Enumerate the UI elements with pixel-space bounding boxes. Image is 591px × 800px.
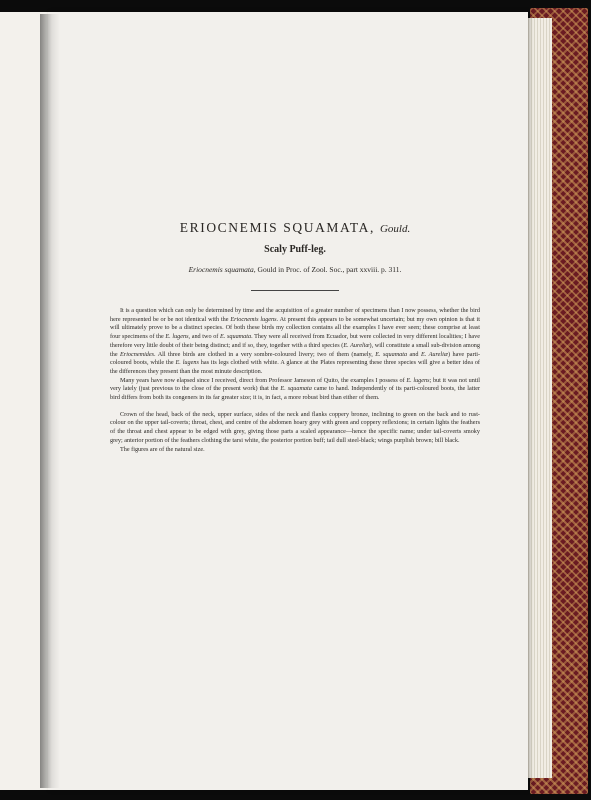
text-run: The figures are of the natural size. [120,445,205,453]
text-run: It is a question which can only be determined by time and the acquisition of a greater number of specimens than I now possess, whether the bird here represented be or be not identical with the [110,307,480,323]
text-run: ), will constitute a small sub-division among the [110,341,480,358]
body-paragraph [110,411,480,446]
text-run: has its legs clothed with white. A glance at the Plates representing these three species will give a better idea of the differences they present than the most minute description. [110,359,480,375]
body-text [110,307,480,454]
italic-term: E. Aureliæ [420,350,448,358]
body-paragraph [110,377,480,403]
text-run: ) have parti-coloured boots, while the [110,350,481,367]
italic-term: E. Aureliæ [343,341,370,349]
text-run: ; but it was not until very lately (just previous to the close of the present work) that the [110,376,480,393]
title-main: ERIOCNEMIS SQUAMATA, [179,220,375,235]
text-run: . All three birds are clothed in a very sombre-coloured livery; two of them (namely, [154,350,376,358]
italic-term: Eriocnemis lugens [230,315,277,323]
text-run: . At present this appears to be somewhat uncertain; but my own opinion is that it will ultimately prove to be a distinct species. Of both these birds my collection contains all the examples I have ever seen; these comprise at least four specimens of the [110,315,480,341]
title-author: Gould. [379,223,411,235]
book-page [48,12,528,790]
italic-term: Eriocnemides [120,350,155,358]
text-run: Crown of the head, back of the neck, upper surface, sides of the neck and flanks coppery bronze, inclining to green on the back and to rust-colour on the upper tail-coverts; throat, chest, and centre of the abdomen hoary grey with green and coppery reflexions; in certain lights the feathers of the throat and chest appear to be edged with grey, giving those parts a scaled appearance—hence the specific name; under tail-coverts smoky grey; anterior portion of the feathers clothing the tarsi white, the posterior portion buff; tail dull steel-black; wings purplish brown; bill black. [110,410,480,444]
body-paragraph [110,446,480,455]
reference-line [110,265,480,274]
text-run: Many years have now elapsed since I received, direct from Professor Jameson of Quito, the examples I possess of [120,376,407,384]
italic-term: E. lugens [406,376,430,384]
italic-term: E. lugens [175,359,199,367]
reference-species: Eriocnemis squamata, [188,265,256,274]
italic-term: E. squamata [375,350,408,358]
text-run: , and two of [188,333,221,341]
divider-rule [251,290,339,291]
reference-text: Gould in Proc. of Zool. Soc., part xxviii. p. 311. [257,265,402,274]
text-run: . They were all received from Ecuador, but were collected in very different localities; I have therefore very little doubt of their being distinct; and if so, they, together with a third species ( [110,333,481,349]
italic-term: E. squamata [220,333,252,341]
page-content [110,220,480,454]
book-gutter-shadow [40,14,60,788]
body-paragraph [110,307,480,377]
italic-term: E. lugens [165,333,189,341]
text-run: came to hand. Independently of its parti-coloured boots, the latter bird differs from both its congeners in its far greater size; it is, in fact, a more robust bird than either of them. [110,385,481,402]
text-run: and [407,350,421,358]
species-title [110,220,480,236]
common-name: Scaly Puff-leg. [264,244,326,255]
italic-term: E. squamata [280,385,312,393]
